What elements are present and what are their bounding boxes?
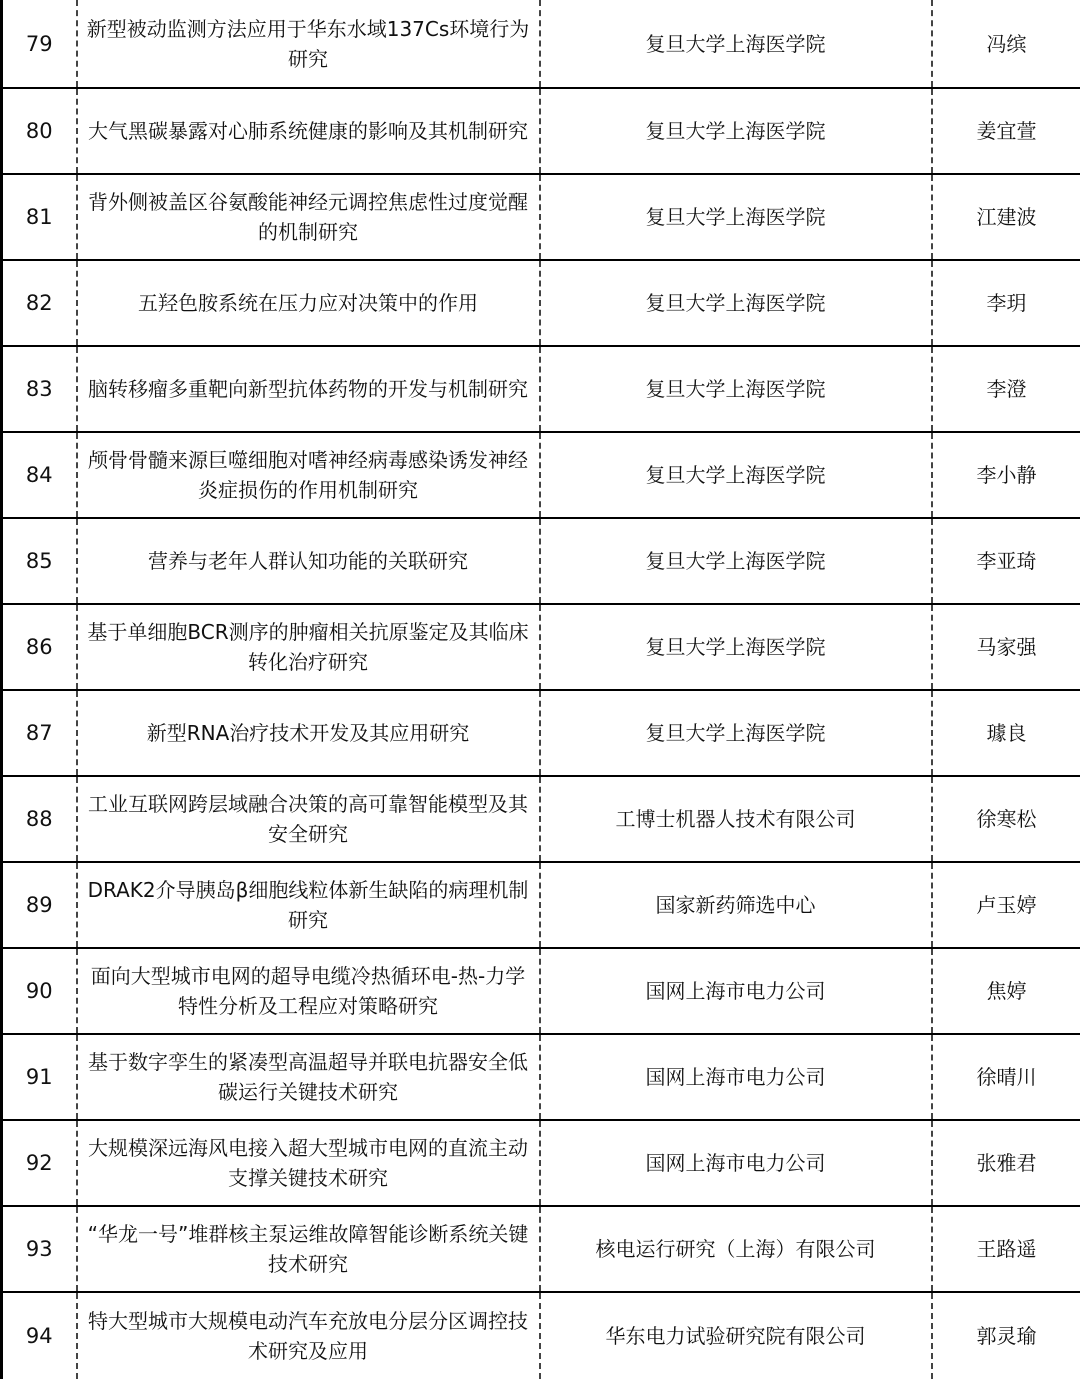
person-name: 李小静 bbox=[932, 432, 1080, 518]
organization: 国家新药筛选中心 bbox=[540, 862, 932, 948]
project-title: 新型RNA治疗技术开发及其应用研究 bbox=[77, 690, 540, 776]
person-name: 王路遥 bbox=[932, 1206, 1080, 1292]
row-number: 92 bbox=[2, 1120, 77, 1206]
person-name: 徐寒松 bbox=[932, 776, 1080, 862]
organization: 复旦大学上海医学院 bbox=[540, 432, 932, 518]
person-name: 张雅君 bbox=[932, 1120, 1080, 1206]
project-title: 基于单细胞BCR测序的肿瘤相关抗原鉴定及其临床转化治疗研究 bbox=[77, 604, 540, 690]
project-title: DRAK2介导胰岛β细胞线粒体新生缺陷的病理机制研究 bbox=[77, 862, 540, 948]
organization: 核电运行研究（上海）有限公司 bbox=[540, 1206, 932, 1292]
row-number: 84 bbox=[2, 432, 77, 518]
row-number: 85 bbox=[2, 518, 77, 604]
person-name: 冯缤 bbox=[932, 0, 1080, 88]
person-name: 焦婷 bbox=[932, 948, 1080, 1034]
row-number: 93 bbox=[2, 1206, 77, 1292]
row-number: 87 bbox=[2, 690, 77, 776]
project-title: 营养与老年人群认知功能的关联研究 bbox=[77, 518, 540, 604]
project-title: 特大型城市大规模电动汽车充放电分层分区调控技术研究及应用 bbox=[77, 1292, 540, 1379]
table-row bbox=[2, 346, 1080, 432]
row-number: 79 bbox=[2, 0, 77, 88]
project-title: 大气黑碳暴露对心肺系统健康的影响及其机制研究 bbox=[77, 88, 540, 174]
organization: 华东电力试验研究院有限公司 bbox=[540, 1292, 932, 1379]
row-number: 86 bbox=[2, 604, 77, 690]
organization: 复旦大学上海医学院 bbox=[540, 174, 932, 260]
person-name: 江建波 bbox=[932, 174, 1080, 260]
row-number: 94 bbox=[2, 1292, 77, 1379]
table-row bbox=[2, 1120, 1080, 1206]
person-name: 徐晴川 bbox=[932, 1034, 1080, 1120]
table-row bbox=[2, 776, 1080, 862]
project-title: 工业互联网跨层域融合决策的高可靠智能模型及其安全研究 bbox=[77, 776, 540, 862]
row-number: 90 bbox=[2, 948, 77, 1034]
project-title: 基于数字孪生的紧凑型高温超导并联电抗器安全低碳运行关键技术研究 bbox=[77, 1034, 540, 1120]
project-title: 面向大型城市电网的超导电缆冷热循环电-热-力学特性分析及工程应对策略研究 bbox=[77, 948, 540, 1034]
project-title: 五羟色胺系统在压力应对决策中的作用 bbox=[77, 260, 540, 346]
organization: 复旦大学上海医学院 bbox=[540, 260, 932, 346]
person-name: 马家强 bbox=[932, 604, 1080, 690]
project-title: 新型被动监测方法应用于华东水域137Cs环境行为研究 bbox=[77, 0, 540, 88]
organization: 复旦大学上海医学院 bbox=[540, 690, 932, 776]
organization: 国网上海市电力公司 bbox=[540, 1034, 932, 1120]
organization: 国网上海市电力公司 bbox=[540, 948, 932, 1034]
organization: 复旦大学上海医学院 bbox=[540, 88, 932, 174]
person-name: 璩良 bbox=[932, 690, 1080, 776]
table-row bbox=[2, 1206, 1080, 1292]
organization: 复旦大学上海医学院 bbox=[540, 604, 932, 690]
person-name: 郭灵瑜 bbox=[932, 1292, 1080, 1379]
row-number: 80 bbox=[2, 88, 77, 174]
person-name: 李澄 bbox=[932, 346, 1080, 432]
row-number: 81 bbox=[2, 174, 77, 260]
table-row bbox=[2, 260, 1080, 346]
table-row bbox=[2, 862, 1080, 948]
organization: 复旦大学上海医学院 bbox=[540, 0, 932, 88]
row-number: 82 bbox=[2, 260, 77, 346]
row-number: 88 bbox=[2, 776, 77, 862]
table-row bbox=[2, 1034, 1080, 1120]
project-title: 脑转移瘤多重靶向新型抗体药物的开发与机制研究 bbox=[77, 346, 540, 432]
person-name: 李玥 bbox=[932, 260, 1080, 346]
table-row bbox=[2, 88, 1080, 174]
organization: 复旦大学上海医学院 bbox=[540, 346, 932, 432]
row-number: 89 bbox=[2, 862, 77, 948]
organization: 工博士机器人技术有限公司 bbox=[540, 776, 932, 862]
project-title: 背外侧被盖区谷氨酸能神经元调控焦虑性过度觉醒的机制研究 bbox=[77, 174, 540, 260]
table-row bbox=[2, 1292, 1080, 1379]
project-table-body bbox=[2, 0, 1080, 1379]
person-name: 姜宜萱 bbox=[932, 88, 1080, 174]
person-name: 李亚琦 bbox=[932, 518, 1080, 604]
table-row bbox=[2, 948, 1080, 1034]
row-number: 91 bbox=[2, 1034, 77, 1120]
organization: 国网上海市电力公司 bbox=[540, 1120, 932, 1206]
project-title: 颅骨骨髓来源巨噬细胞对嗜神经病毒感染诱发神经炎症损伤的作用机制研究 bbox=[77, 432, 540, 518]
table-row bbox=[2, 0, 1080, 88]
table-row bbox=[2, 690, 1080, 776]
organization: 复旦大学上海医学院 bbox=[540, 518, 932, 604]
table-row bbox=[2, 518, 1080, 604]
table-row bbox=[2, 604, 1080, 690]
project-title: 大规模深远海风电接入超大型城市电网的直流主动支撑关键技术研究 bbox=[77, 1120, 540, 1206]
row-number: 83 bbox=[2, 346, 77, 432]
project-title: “华龙一号”堆群核主泵运维故障智能诊断系统关键技术研究 bbox=[77, 1206, 540, 1292]
table-row bbox=[2, 432, 1080, 518]
table-row bbox=[2, 174, 1080, 260]
person-name: 卢玉婷 bbox=[932, 862, 1080, 948]
